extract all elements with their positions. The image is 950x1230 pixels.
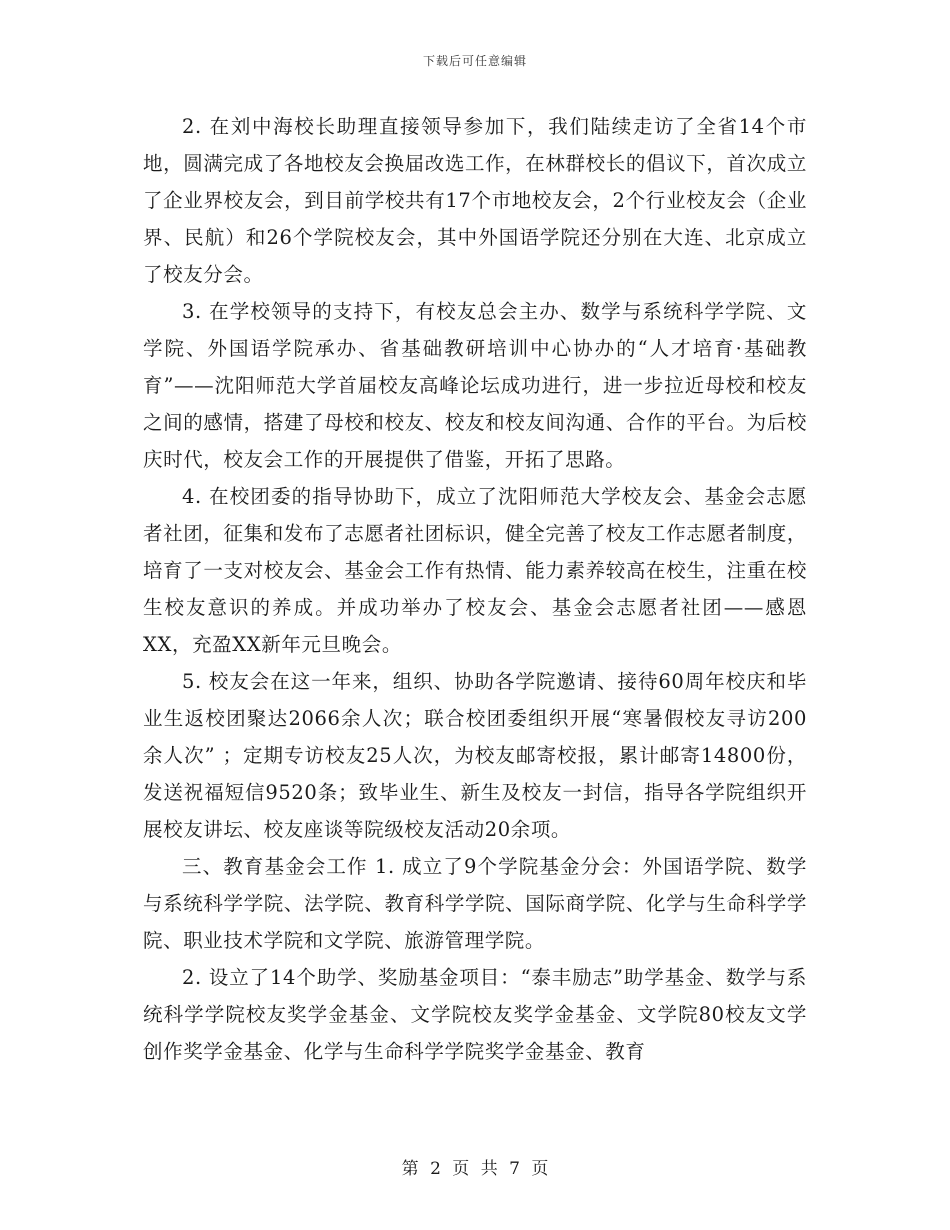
paragraph-fund-projects: 2. 设立了14个助学、奖励基金项目：“泰丰励志”助学基金、数学与系统科学学院校友奖学金基金、文学院校友奖学金基金、文学院80校友文学创作奖学金基金、化学与生命科学学院奖学金基金、教育 [143, 966, 807, 1063]
paragraph-section-three: 三、教育基金会工作 1. 成立了9个学院基金分会：外国语学院、数学与系统科学学院、法学院、教育科学学院、国际商学院、化学与生命科学学院、职业技术学院和文学院、旅游管理学院。 [143, 855, 807, 952]
page-number-footer: 第 2 页 共 7 页 [401, 1159, 549, 1179]
page-header: 下载后可任意编辑 [422, 54, 527, 68]
paragraph-item-5: 5. 校友会在这一年来，组织、协助各学院邀请、接待60周年校庆和毕业生返校团聚达2066余人次；联合校团委组织开展“寒暑假校友寻访200余人次” ；定期专访校友25人次，为校友邮寄校报，累计邮寄14800份，发送祝福短信9520条；致毕业生、新生及校友一封信，指导各学院组织开展校友讲坛、校友座谈等院级校友活动20余项。 [143, 670, 807, 841]
paragraph-item-2: 2. 在刘中海校长助理直接领导参加下，我们陆续走访了全省14个市地，圆满完成了各地校友会换届改选工作，在林群校长的倡议下，首次成立了企业界校友会，到目前学校共有17个市地校友会，2个行业校友会（企业界、民航）和26个学院校友会，其中外国语学院还分别在大连、北京成立了校友分会。 [143, 115, 807, 286]
paragraph-item-3: 3. 在学校领导的支持下，有校友总会主办、数学与系统科学学院、文学院、外国语学院承办、省基础教研培训中心协办的“人才培育·基础教育”——沈阳师范大学首届校友高峰论坛成功进行，进一步拉近母校和校友之间的感情，搭建了母校和校友、校友和校友间沟通、合作的平台。为后校庆时代，校友会工作的开展提供了借鉴，开拓了思路。 [143, 300, 807, 471]
document-body [143, 108, 807, 1070]
paragraph-item-4: 4. 在校团委的指导协助下，成立了沈阳师范大学校友会、基金会志愿者社团，征集和发布了志愿者社团标识，健全完善了校友工作志愿者制度，培育了一支对校友会、基金会工作有热情、能力素养较高在校生，注重在校生校友意识的养成。并成功举办了校友会、基金会志愿者社团——感恩XX，充盈XX新年元旦晚会。 [143, 485, 807, 656]
